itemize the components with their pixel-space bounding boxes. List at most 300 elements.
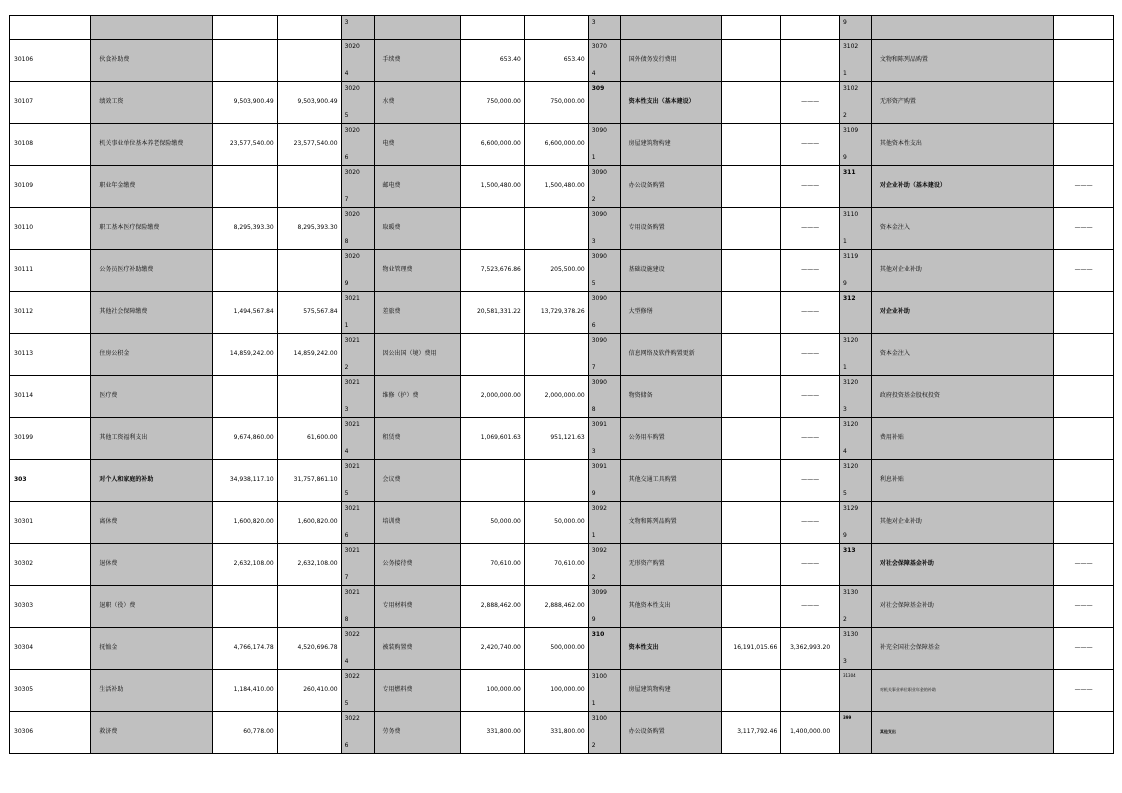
table-cell: 2,888,462.00	[524, 586, 588, 628]
code-part: 6	[591, 322, 596, 330]
table-row	[10, 292, 1114, 334]
table-cell: ———	[1054, 670, 1114, 712]
table-cell	[374, 16, 461, 40]
table-cell	[277, 16, 341, 40]
table-row	[10, 628, 1114, 670]
table-cell: 医疗费	[91, 376, 213, 418]
table-cell: 公务员医疗补助缴费	[91, 250, 213, 292]
table-cell: 物业管理费	[374, 250, 461, 292]
table-cell: 培训费	[374, 502, 461, 544]
table-cell: ———	[781, 544, 840, 586]
table-cell	[277, 250, 341, 292]
table-cell	[839, 250, 871, 292]
table-cell: 653.40	[461, 40, 525, 82]
table-cell: 被装购置费	[374, 628, 461, 670]
table-cell	[1054, 40, 1114, 82]
table-cell	[341, 376, 374, 418]
table-cell: 6,600,000.00	[461, 124, 525, 166]
table-cell: ———	[781, 250, 840, 292]
table-cell: ———	[1054, 544, 1114, 586]
table-cell	[721, 124, 781, 166]
table-cell: 30302	[10, 544, 91, 586]
table-cell	[341, 40, 374, 82]
table-cell: ———	[781, 166, 840, 208]
code-part: 3090	[591, 169, 607, 176]
table-cell: 653.40	[524, 40, 588, 82]
table-cell: 资本金注入	[871, 208, 1053, 250]
table-cell: 14,859,242.00	[277, 334, 341, 376]
table-cell: 费用补贴	[871, 418, 1053, 460]
code-part: 309	[591, 85, 605, 92]
table-cell: 2,632,108.00	[212, 544, 277, 586]
code-part: 3100	[591, 673, 607, 680]
table-cell	[839, 292, 871, 334]
code-part: 3	[344, 406, 349, 414]
table-cell	[721, 376, 781, 418]
table-cell	[839, 628, 871, 670]
table-cell: ———	[781, 502, 840, 544]
table-cell: 其他对企业补助	[871, 250, 1053, 292]
table-cell: 1,069,601.63	[461, 418, 525, 460]
table-cell: 专用设备购置	[620, 208, 721, 250]
table-cell	[524, 208, 588, 250]
table-cell: 1,184,410.00	[212, 670, 277, 712]
code-part: 2	[591, 742, 596, 750]
table-cell	[588, 208, 620, 250]
table-cell: 专用燃料费	[374, 670, 461, 712]
table-cell: 对企业补助（基本建设）	[871, 166, 1053, 208]
table-cell	[871, 16, 1053, 40]
table-cell: 9,503,900.49	[277, 82, 341, 124]
table-cell: 31,757,861.10	[277, 460, 341, 502]
table-row	[10, 712, 1114, 754]
table-cell: 23,577,540.00	[277, 124, 341, 166]
table-row	[10, 82, 1114, 124]
code-part: 3020	[344, 169, 360, 176]
table-row	[10, 166, 1114, 208]
code-part: 3	[591, 238, 596, 246]
table-cell	[277, 712, 341, 754]
table-cell	[91, 16, 213, 40]
table-cell: ———	[781, 292, 840, 334]
code-part: 313	[842, 547, 856, 554]
table-cell	[721, 586, 781, 628]
table-cell	[781, 40, 840, 82]
code-part: 3090	[591, 211, 607, 218]
table-cell: 30110	[10, 208, 91, 250]
table-cell	[588, 418, 620, 460]
table-cell	[212, 250, 277, 292]
table-cell	[839, 166, 871, 208]
table-cell: 绩效工资	[91, 82, 213, 124]
table-cell: 退职（役）费	[91, 586, 213, 628]
table-cell	[588, 250, 620, 292]
code-part: 3099	[591, 589, 607, 596]
table-cell: 8,295,393.30	[212, 208, 277, 250]
table-cell	[839, 712, 871, 754]
table-row	[10, 208, 1114, 250]
table-cell	[781, 16, 840, 40]
table-cell	[839, 586, 871, 628]
table-cell: 331,800.00	[461, 712, 525, 754]
code-part: 3021	[344, 295, 360, 302]
code-part: 2	[842, 112, 847, 120]
table-cell	[341, 292, 374, 334]
code-part: 1	[591, 154, 596, 162]
table-cell	[588, 670, 620, 712]
table-row	[10, 502, 1114, 544]
code-part: 3020	[344, 211, 360, 218]
table-cell	[721, 166, 781, 208]
code-part: 2	[591, 574, 596, 582]
table-cell	[839, 16, 871, 40]
code-part: 3090	[591, 379, 607, 386]
table-cell: ———	[781, 460, 840, 502]
code-part: 3102	[842, 43, 859, 50]
table-row	[10, 544, 1114, 586]
table-cell: 575,567.84	[277, 292, 341, 334]
table-cell: 职工基本医疗保险缴费	[91, 208, 213, 250]
table-cell: 基础设施建设	[620, 250, 721, 292]
code-part: 3102	[842, 85, 859, 92]
table-cell: 住房公积金	[91, 334, 213, 376]
table-cell	[277, 40, 341, 82]
table-cell: 70,610.00	[461, 544, 525, 586]
table-cell	[588, 292, 620, 334]
table-cell: 750,000.00	[461, 82, 525, 124]
table-cell: 离休费	[91, 502, 213, 544]
table-cell: 2,888,462.00	[461, 586, 525, 628]
code-part: 8	[344, 616, 349, 624]
table-cell: 30107	[10, 82, 91, 124]
table-cell	[341, 418, 374, 460]
table-cell: 对社会保障基金补助	[871, 586, 1053, 628]
table-cell	[1054, 82, 1114, 124]
table-row	[10, 586, 1114, 628]
code-part: 9	[842, 154, 847, 162]
table-cell	[588, 628, 620, 670]
code-part: 7	[591, 364, 596, 372]
code-part: 1	[344, 322, 349, 330]
table-cell	[588, 334, 620, 376]
code-part: 4	[591, 70, 596, 78]
table-cell	[721, 40, 781, 82]
table-cell	[341, 82, 374, 124]
table-cell: 职业年金缴费	[91, 166, 213, 208]
code-part: 3022	[344, 673, 360, 680]
table-cell: 61,600.00	[277, 418, 341, 460]
table-cell	[839, 208, 871, 250]
table-cell: 其他工资福利支出	[91, 418, 213, 460]
table-cell: 30109	[10, 166, 91, 208]
code-part: 3021	[344, 421, 360, 428]
table-cell: 2,000,000.00	[524, 376, 588, 418]
table-cell: 4,766,174.78	[212, 628, 277, 670]
code-part: 9	[344, 280, 349, 288]
table-cell	[721, 82, 781, 124]
code-part: 3130	[842, 589, 859, 596]
table-cell: 3,362,993.20	[781, 628, 840, 670]
table-cell	[721, 292, 781, 334]
table-cell	[212, 586, 277, 628]
code-part: 3021	[344, 379, 360, 386]
table-cell: ———	[1054, 250, 1114, 292]
table-cell: 房屋建筑物构建	[620, 124, 721, 166]
table-cell: 专用材料费	[374, 586, 461, 628]
table-cell: 退休费	[91, 544, 213, 586]
table-cell: ———	[781, 418, 840, 460]
table-cell: 补充全国社会保障基金	[871, 628, 1053, 670]
table-cell	[341, 124, 374, 166]
table-cell	[341, 544, 374, 586]
code-part: 311	[842, 169, 856, 176]
table-cell: 16,191,015.66	[721, 628, 781, 670]
table-cell: 因公出国（境）费用	[374, 334, 461, 376]
table-cell	[461, 208, 525, 250]
table-cell: 1,494,567.84	[212, 292, 277, 334]
code-part: 3	[842, 406, 847, 414]
table-cell: 23,577,540.00	[212, 124, 277, 166]
table-cell	[461, 16, 525, 40]
table-cell: 9,674,860.00	[212, 418, 277, 460]
code-part: 5	[591, 280, 596, 288]
table-cell: 国外债务发行费用	[620, 40, 721, 82]
code-part: 3120	[842, 463, 859, 470]
table-cell: 房屋建筑物构建	[620, 670, 721, 712]
table-cell: 其他对企业补助	[871, 502, 1053, 544]
code-part: 7	[344, 574, 349, 582]
code-part: 3021	[344, 547, 360, 554]
code-part: 2	[344, 364, 349, 372]
table-cell: 公务接待费	[374, 544, 461, 586]
code-part: 310	[591, 631, 605, 638]
table-cell: 文物和陈列品购置	[620, 502, 721, 544]
table-cell: 30306	[10, 712, 91, 754]
table-cell	[1054, 418, 1114, 460]
table-cell: 20,581,331.22	[461, 292, 525, 334]
code-part: 3119	[842, 253, 859, 260]
table-cell	[341, 586, 374, 628]
code-part: 3022	[344, 631, 360, 638]
table-body	[10, 16, 1114, 754]
table-cell: 物资储备	[620, 376, 721, 418]
table-cell	[341, 334, 374, 376]
table-cell	[1054, 460, 1114, 502]
table-cell	[588, 544, 620, 586]
table-cell	[524, 460, 588, 502]
code-part: 3	[591, 448, 596, 456]
code-part: 399	[842, 715, 852, 720]
table-cell: 951,121.63	[524, 418, 588, 460]
table-cell: 抚恤金	[91, 628, 213, 670]
code-part: 9	[591, 490, 596, 498]
table-cell: ———	[781, 82, 840, 124]
code-part: 3100	[591, 715, 607, 722]
table-cell: ———	[781, 586, 840, 628]
table-cell: 手续费	[374, 40, 461, 82]
budget-table	[9, 15, 1114, 754]
code-part: 3070	[591, 43, 607, 50]
code-part: 3020	[344, 127, 360, 134]
code-part: 8	[591, 406, 596, 414]
table-cell	[212, 40, 277, 82]
table-cell	[277, 166, 341, 208]
table-cell	[461, 334, 525, 376]
table-cell: 政府投资基金股权投资	[871, 376, 1053, 418]
table-cell: 30303	[10, 586, 91, 628]
table-row	[10, 460, 1114, 502]
table-cell: 水费	[374, 82, 461, 124]
table-cell: ———	[1054, 208, 1114, 250]
table-cell: 30304	[10, 628, 91, 670]
table-cell	[721, 670, 781, 712]
table-cell: 750,000.00	[524, 82, 588, 124]
table-cell	[1054, 376, 1114, 418]
code-part: 4	[344, 70, 349, 78]
table-cell	[721, 460, 781, 502]
table-cell: 信息网络及软件购置更新	[620, 334, 721, 376]
code-part: 3	[591, 19, 596, 26]
table-cell: 其他交通工具购置	[620, 460, 721, 502]
table-cell	[1054, 334, 1114, 376]
code-part: 3090	[591, 295, 607, 302]
table-cell	[839, 334, 871, 376]
code-part: 3090	[591, 337, 607, 344]
table-cell	[721, 208, 781, 250]
code-part: 3020	[344, 43, 360, 50]
code-part: 8	[344, 238, 349, 246]
code-part: 3090	[591, 253, 607, 260]
code-part: 3	[842, 658, 847, 666]
table-cell	[839, 124, 871, 166]
code-part: 1	[842, 364, 847, 372]
table-cell: 资本性支出（基本建设）	[620, 82, 721, 124]
table-cell: 6,600,000.00	[524, 124, 588, 166]
code-part: 4	[842, 448, 847, 456]
code-part: 312	[842, 295, 856, 302]
code-part: 9	[591, 616, 596, 624]
table-cell: 3,117,792.46	[721, 712, 781, 754]
table-cell: 30113	[10, 334, 91, 376]
code-part: 31304	[842, 673, 856, 678]
table-cell	[1054, 712, 1114, 754]
table-cell	[588, 82, 620, 124]
table-cell: 30301	[10, 502, 91, 544]
table-cell: 公务用车购置	[620, 418, 721, 460]
table-cell: ———	[1054, 586, 1114, 628]
table-cell: 邮电费	[374, 166, 461, 208]
table-cell: 资本性支出	[620, 628, 721, 670]
table-cell: 205,500.00	[524, 250, 588, 292]
table-cell	[341, 502, 374, 544]
table-cell	[620, 16, 721, 40]
table-cell	[839, 40, 871, 82]
table-cell: 其他社会保障缴费	[91, 292, 213, 334]
table-cell: 机关事业单位基本养老保险缴费	[91, 124, 213, 166]
table-row	[10, 334, 1114, 376]
code-part: 3022	[344, 715, 360, 722]
code-part: 2	[842, 616, 847, 624]
table-cell	[721, 502, 781, 544]
table-row	[10, 250, 1114, 292]
table-cell: 1,500,480.00	[524, 166, 588, 208]
code-part: 3021	[344, 589, 360, 596]
table-cell: 500,000.00	[524, 628, 588, 670]
code-part: 5	[344, 700, 349, 708]
table-cell: 差旅费	[374, 292, 461, 334]
table-cell	[839, 418, 871, 460]
code-part: 6	[344, 742, 349, 750]
code-part: 3110	[842, 211, 859, 218]
table-cell: 331,800.00	[524, 712, 588, 754]
code-part: 2	[591, 196, 596, 204]
table-cell: 30305	[10, 670, 91, 712]
table-cell	[721, 544, 781, 586]
code-part: 3130	[842, 631, 859, 638]
table-cell	[721, 250, 781, 292]
code-part: 3092	[591, 505, 607, 512]
table-row	[10, 124, 1114, 166]
table-cell: ———	[781, 124, 840, 166]
code-part: 1	[842, 70, 847, 78]
table-cell: 救济费	[91, 712, 213, 754]
code-part: 3020	[344, 253, 360, 260]
table-cell	[588, 124, 620, 166]
table-cell: 大型修缮	[620, 292, 721, 334]
code-part: 3020	[344, 85, 360, 92]
table-cell	[588, 460, 620, 502]
table-cell: 对企业补助	[871, 292, 1053, 334]
code-part: 3092	[591, 547, 607, 554]
table-cell: 30114	[10, 376, 91, 418]
table-cell	[277, 376, 341, 418]
table-row	[10, 16, 1114, 40]
table-cell: ———	[1054, 166, 1114, 208]
table-cell	[588, 586, 620, 628]
table-row	[10, 376, 1114, 418]
table-cell	[588, 502, 620, 544]
code-part: 3091	[591, 421, 607, 428]
table-cell	[10, 16, 91, 40]
table-cell	[212, 16, 277, 40]
table-cell: ———	[1054, 628, 1114, 670]
table-cell: 租赁费	[374, 418, 461, 460]
table-cell	[212, 376, 277, 418]
code-part: 7	[344, 196, 349, 204]
table-cell	[341, 670, 374, 712]
table-cell: ———	[781, 334, 840, 376]
table-cell	[588, 376, 620, 418]
table-cell: 生活补助	[91, 670, 213, 712]
table-cell: 100,000.00	[524, 670, 588, 712]
table-cell	[341, 16, 374, 40]
table-cell: 伙食补助费	[91, 40, 213, 82]
code-part: 5	[842, 490, 847, 498]
table-cell	[212, 166, 277, 208]
table-cell	[341, 166, 374, 208]
table-cell	[839, 82, 871, 124]
code-part: 3021	[344, 505, 360, 512]
table-cell: 1,600,820.00	[212, 502, 277, 544]
table-cell	[524, 16, 588, 40]
table-cell: 34,938,117.10	[212, 460, 277, 502]
table-cell	[1054, 502, 1114, 544]
table-cell: 资本金注入	[871, 334, 1053, 376]
table-cell: 2,420,740.00	[461, 628, 525, 670]
table-cell: 50,000.00	[461, 502, 525, 544]
table-cell: 其他支出	[871, 712, 1053, 754]
table-cell	[781, 670, 840, 712]
